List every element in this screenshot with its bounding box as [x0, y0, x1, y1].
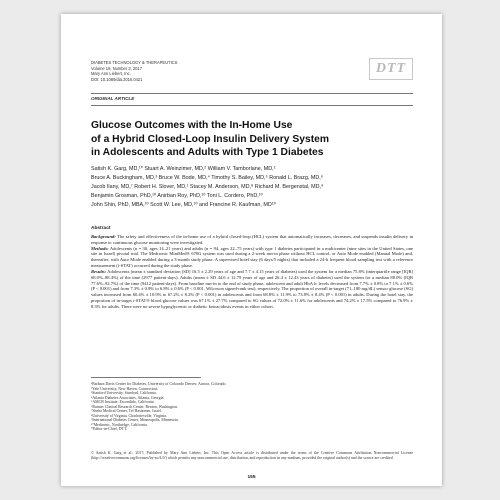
section-label: ORIGINAL ARTICLE	[91, 96, 135, 101]
abstract-background	[91, 234, 413, 246]
author-line: Jacob Ilany, MD,⁷ Robert H. Slover, MD,¹ Stacey M. Anderson, MD,⁸ Richard M. Bergenstal, MD,⁹	[91, 184, 324, 190]
title-line: Glucose Outcomes with the In-Home Use	[91, 120, 293, 131]
abstract-results	[91, 269, 413, 310]
license-notice: © Satish K. Garg et al., 2017; Published by Mary Ann Liebert, Inc. This Open Access article is distributed under the terms of the Creative Commons Attribution Noncommercial License (http://creativecommons.org/licenses/by-nc/4.0/) which permits any noncommercial use, distribution, and reproduction in any medium, provided the original author(s) and the source are credited.	[91, 451, 413, 460]
abstract	[91, 226, 413, 310]
article-page	[61, 14, 442, 486]
author-line: John Shin, PhD, MBA,¹⁰ Scott W. Lee, MD,¹⁰ and Francine R. Kaufman, MD¹⁰	[91, 202, 276, 208]
author-line: Satish K. Garg, MD,¹* Stuart A. Weinzimer, MD,² William V. Tamborlane, MD,²	[91, 166, 276, 172]
affiliation-item: ⁴Atlanta Diabetes Associates, Atlanta, Georgia.	[91, 395, 165, 400]
article-title	[91, 119, 411, 160]
journal-logo: DTT	[369, 58, 413, 80]
background-text: The safety and effectiveness of the in-home use of a hybrid closed-loop (HCL) system that automatically increases, decreases, and suspends insulin delivery in response to continuous glucose monitoring were investigated.	[91, 233, 414, 245]
affiliation-item: ⁷Sheba Medical Center, Tel Hashomer, Israel.	[91, 409, 162, 414]
title-line: of a Hybrid Closed-Loop Insulin Delivery System	[91, 133, 330, 145]
abstract-methods	[91, 246, 413, 269]
affiliation-item: *Editor-in-Chief, DTT.	[91, 427, 128, 432]
author-list	[91, 165, 413, 210]
title-line: in Adolescents and Adults with Type 1 Diabetes	[91, 147, 324, 158]
header-divider	[91, 93, 413, 94]
affiliation-item: ⁹International Diabetes Center, Minneapolis, Minnesota.	[91, 418, 179, 423]
journal-header	[91, 60, 177, 82]
methods-text: Adolescents (n = 30, ages 14–21 years) and adults (n = 94, ages 22–75 years) with type 1 diabetes participated in a multicenter (nine sites in the United States, one site in Israel) pivotal trial. The Medtronic MiniMed® 670G system was used during a 2-week run-in phase without HCL control, or Auto Mode enabled (Manual Mode) and, thereafter, with Auto Mode enabled during a 3-month study phase. A supervised hotel stay (6 days/5 nights) that included a 24-h frequent blood sampling test with a reference measurement (i-STAT) occurred during the study phase.	[91, 245, 413, 269]
journal-doi[interactable]: DOI: 10.1089/dia.2016.0421	[91, 76, 143, 82]
page-number: 155	[247, 475, 256, 480]
journal-volume: Volume 19, Number 3, 2017	[91, 65, 142, 71]
affiliation-item: ⁶Rainier Clinical Research Center, Renton, Washington.	[91, 404, 179, 409]
results-label: Results:	[91, 268, 107, 274]
affiliation-item: ¹⁰Medtronic, Northridge, California.	[91, 422, 148, 427]
author-line: Benjamin Grosman, PhD,¹⁰ Anirban Roy, PhD,¹⁰ Toni L. Cordero, PhD,¹⁰	[91, 193, 263, 199]
section-divider	[91, 105, 413, 106]
affiliation-item: ³Stanford University, Stanford, California.	[91, 391, 157, 396]
affiliation-item: ²Yale University, New Haven, Connecticut.	[91, 386, 159, 391]
affiliations	[91, 382, 413, 432]
affiliation-item: ¹Barbara Davis Center for Diabetes, University of Colorado Denver, Aurora, Colorado.	[91, 382, 227, 386]
methods-label: Methods:	[91, 245, 109, 251]
background-label: Background:	[91, 233, 116, 239]
footnote-divider	[91, 377, 201, 378]
journal-name: DIABETES TECHNOLOGY & THERAPEUTICS	[91, 60, 178, 65]
affiliation-item: ⁵AMCR Institute, Escondido, California.	[91, 400, 155, 405]
abstract-heading: Abstract	[91, 226, 111, 231]
affiliation-item: ⁸University of Virginia, Charlottesville, Virginia.	[91, 413, 167, 418]
results-text: Adolescents (mean ± standard deviation [SD] 16.5 ± 2.29 years of age and 7.7 ± 4.15 years of diabetes) used the system for a median 75.8% (interquartile range [IQR] 68.0%–88.4%) of the time (2977 patient-days). Adults (mean ± SD 44.6 ± 12.79 years of age and 26.4 ± 12.43 years of diabetes) used the system for a median 88.0% (IQR 77.6%–92.7%) of the time (9412 patient-days). From baseline run-in to the end of study phase, adolescent and adult HbA1c levels decreased from 7.7% ± 0.8% to 7.1% ± 0.6% (P < 0.001) and from 7.3% ± 0.9% to 6.8% ± 0.6% (P < 0.001, Wilcoxon signed-rank test), respectively. The proportion of overall in-target (71–180 mg/dL) sensor glucose (SG) values increased from 60.4% ± 10.9% to 67.2% ± 8.2% (P < 0.001) in adolescents and from 68.8% ± 11.9% to 73.8% ± 8.4% (P < 0.001) in adults. During the hotel stay, the proportion of in-target i-STAT® blood glucose values was 67.1% ± 27.7% compared to SG values of 72.0% ± 11.6% for adolescents and 74.2% ± 17.5% compared to 76.9% ± 8.3% for adults. There were no severe hypoglycemic or diabetic ketoacidosis events in either cohort.	[91, 268, 413, 309]
journal-publisher: Mary Ann Liebert, Inc.	[91, 71, 131, 77]
author-line: Bruce A. Buckingham, MD,³ Bruce W. Bode, MD,⁴ Timothy S. Bailey, MD,⁵ Ronald L. Brazg, MD,⁶	[91, 175, 323, 181]
